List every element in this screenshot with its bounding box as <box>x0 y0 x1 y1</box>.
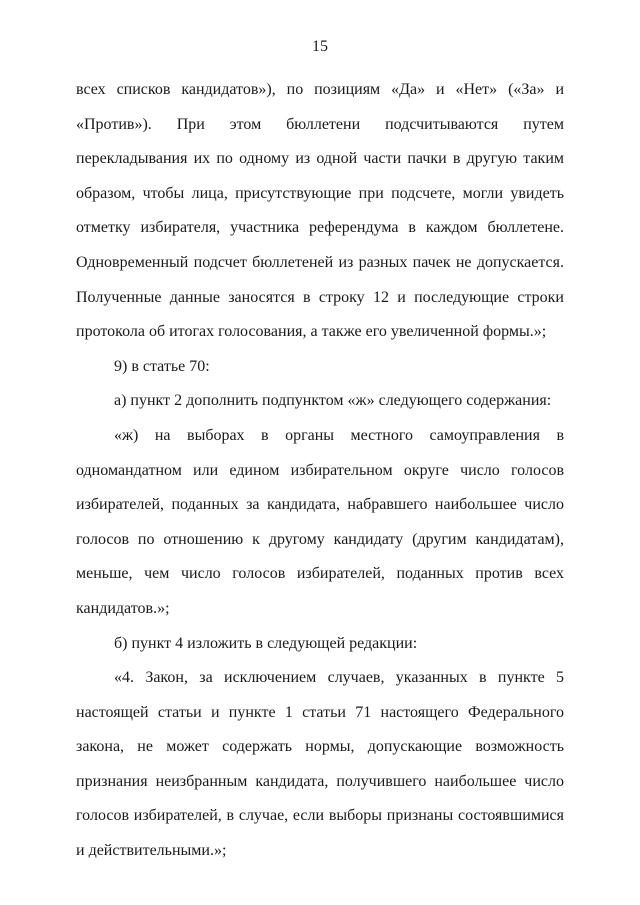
paragraph-quote-4: «4. Закон, за исключением случаев, указанных в пункте 5 настоящей статьи и пункте 1 статьи 71 настоящего Федерального закона, не может содержать нормы, допускающие возможность признания неизбранным кандидата, получившего наибольшее число голосов избирателей, в случае, если выборы признаны состоявшимися и действительными.»; <box>76 669 564 860</box>
paragraph-item-b: б) пункт 4 изложить в следующей редакции: <box>114 634 418 652</box>
paragraph-item-a: а) пункт 2 дополнить подпунктом «ж» следующего содержания: <box>114 392 552 410</box>
page-number: 15 <box>312 38 328 55</box>
document-body <box>76 73 564 869</box>
paragraph-continuation: всех списков кандидатов»), по позициям «Да» и «Нет» («За» и «Против»). При этом бюллетени подсчитываются путем перекладывания их по одному из одной части пачки в другую таким образом, чтобы лица, присутствующие при подсчете, могли увидеть отметку избирателя, участника референдума в каждом бюллетене. Одновременный подсчет бюллетеней из разных пачек не допускается. Полученные данные заносятся в строку 12 и последующие строки протокола об итогах голосования, а также его увеличенной формы.»; <box>76 81 564 341</box>
paragraph-item-9: 9) в статье 70: <box>114 357 210 375</box>
paragraph-quote-zh: «ж) на выборах в органы местного самоуправления в одномандатном или едином избирательном округе число голосов избирателей, поданных за кандидата, набравшего наибольшее число голосов по отношению к другому кандидату (другим кандидатам), меньше, чем число голосов избирателей, поданных против всех кандидатов.»; <box>76 426 564 617</box>
